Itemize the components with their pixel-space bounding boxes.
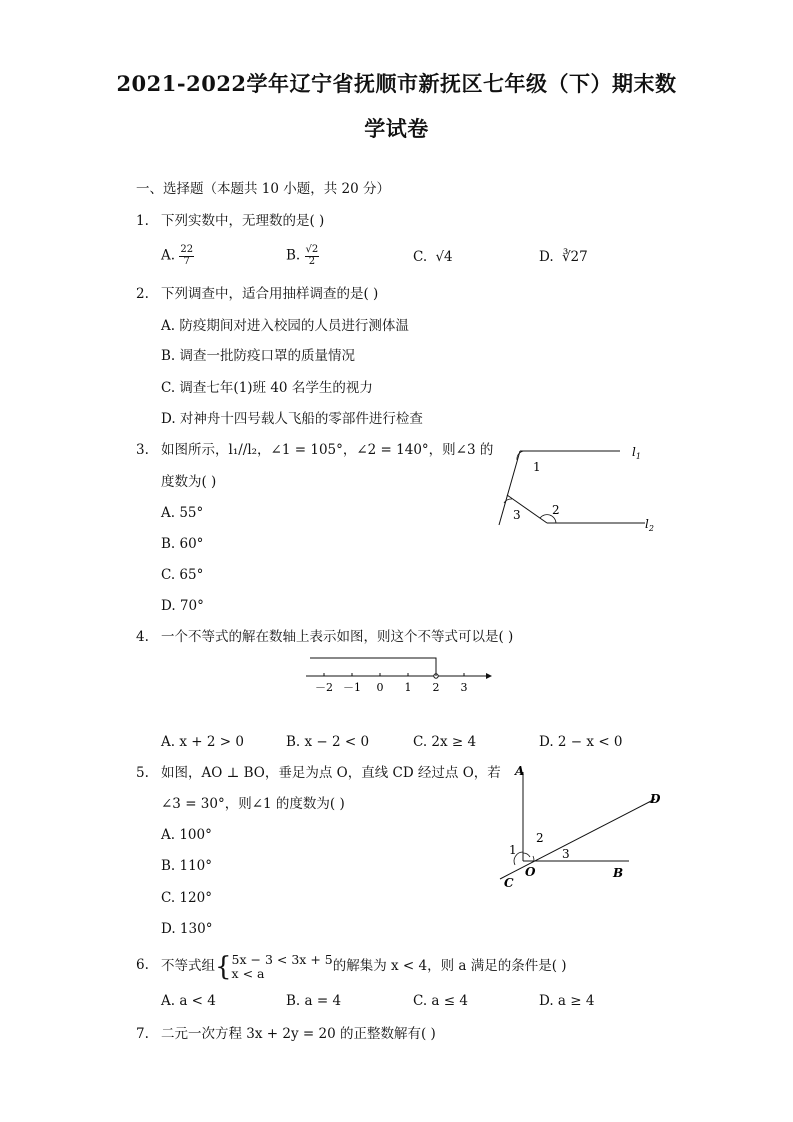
- q3-number: 3.: [136, 442, 149, 458]
- section-heading: 一、选择题（本题共 10 小题，共 20 分）: [136, 181, 391, 197]
- q3-angle1-label: 1: [533, 460, 541, 474]
- q5-angle2-label: 2: [536, 831, 544, 845]
- q5-label-C: C: [504, 876, 514, 890]
- q1-a-fraction: $\frac{22}{7}$: [180, 244, 194, 267]
- q2-option-d[interactable]: D. 对神舟十四号载人飞船的零部件进行检查: [161, 411, 423, 427]
- q6-number: 6.: [136, 957, 149, 973]
- q4-tick-label: 0: [376, 681, 384, 694]
- q3-option-c[interactable]: C. 65°: [161, 567, 204, 583]
- q6-option-d[interactable]: D. a ≥ 4: [539, 993, 595, 1009]
- q5-option-c[interactable]: C. 120°: [161, 890, 212, 906]
- q3-option-d[interactable]: D. 70°: [161, 598, 204, 614]
- q3-stem-line1: 如图所示，l₁//l₂，∠1 = 105°，∠2 = 140°，则∠3 的: [161, 442, 494, 458]
- q5-label-D: D: [650, 792, 661, 806]
- q4-option-a[interactable]: A. x + 2 > 0: [161, 734, 244, 750]
- q5-angle1-label: 1: [509, 843, 517, 857]
- q5-angle3-label: 3: [562, 847, 570, 861]
- q4-number: 4.: [136, 629, 149, 645]
- q4-tick-label: －1: [343, 681, 361, 694]
- q5-label-A: A: [515, 764, 525, 778]
- q5-option-a[interactable]: A. 100°: [161, 827, 212, 843]
- q5-angle-figure: [495, 762, 675, 892]
- q6-option-a[interactable]: A. a < 4: [161, 993, 216, 1009]
- q3-option-a[interactable]: A. 55°: [161, 505, 204, 521]
- q2-option-b[interactable]: B. 调查一批防疫口罩的质量情况: [161, 348, 356, 364]
- q3-l2-label: $l_2$: [645, 517, 654, 533]
- page-title-line1: 2021-2022学年辽宁省抚顺市新抚区七年级（下）期末数: [116, 71, 677, 96]
- q6-stem: 不等式组{ 5x − 3 < 3x + 5 x < a 的解集为 x < 4，则 a 满足的条件是( ): [161, 951, 567, 982]
- q1-option-b[interactable]: B. $\frac{√2}{2}$: [286, 244, 319, 267]
- q7-number: 7.: [136, 1026, 149, 1042]
- q4-option-c[interactable]: C. 2x ≥ 4: [413, 734, 477, 750]
- q5-label-B: B: [613, 866, 624, 880]
- q6-option-b[interactable]: B. a = 4: [286, 993, 342, 1009]
- q2-option-a[interactable]: A. 防疫期间对进入校园的人员进行测体温: [161, 318, 409, 334]
- q5-label-O: O: [525, 865, 536, 879]
- q7-stem: 二元一次方程 3x + 2y = 20 的正整数解有( ): [161, 1026, 436, 1042]
- q1-option-d[interactable]: D. ∛27: [539, 249, 588, 265]
- q6-brace: {: [215, 951, 232, 982]
- q3-parallel-lines-figure: [490, 440, 670, 540]
- q1-number: 1.: [136, 213, 149, 229]
- q5-angle2-arc: [523, 853, 530, 857]
- q4-option-b[interactable]: B. x − 2 < 0: [286, 734, 370, 750]
- q2-option-c[interactable]: C. 调查七年(1)班 40 名学生的视力: [161, 380, 373, 396]
- page-title-line2: 学试卷: [364, 116, 429, 141]
- q4-stem: 一个不等式的解在数轴上表示如图，则这个不等式可以是( ): [161, 629, 514, 645]
- q4-axis-arrow: [486, 673, 492, 679]
- q6-option-c[interactable]: C. a ≤ 4: [413, 993, 468, 1009]
- q4-option-d[interactable]: D. 2 − x < 0: [539, 734, 623, 750]
- q1-b-fraction: $\frac{√2}{2}$: [305, 244, 319, 267]
- q4-solution-ray: [310, 658, 436, 676]
- q3-option-b[interactable]: B. 60°: [161, 536, 204, 552]
- q5-stem-line1: 如图，AO ⊥ BO，垂足为点 O，直线 CD 经过点 O，若: [161, 765, 501, 781]
- q4-tick-label: 1: [404, 681, 412, 694]
- q4-tick-label: 3: [460, 681, 468, 694]
- q3-stem-line2: 度数为( ): [161, 474, 217, 490]
- q4-number-line-figure: [300, 650, 500, 700]
- q5-number: 5.: [136, 765, 149, 781]
- q3-angle2-label: 2: [552, 503, 560, 517]
- q6-system: 5x − 3 < 3x + 5 x < a: [231, 951, 333, 981]
- q1-option-c[interactable]: C. √4: [413, 249, 453, 265]
- q4-tick-label: 2: [432, 681, 440, 694]
- q3-l1-label: $l_1$: [632, 445, 641, 461]
- q4-tick-label: －2: [315, 681, 333, 694]
- q1-option-a[interactable]: A. $\frac{22}{7}$: [161, 244, 194, 267]
- q3-angle3-label: 3: [513, 508, 521, 522]
- q5-option-b[interactable]: B. 110°: [161, 858, 213, 874]
- q2-stem: 下列调查中，适合用抽样调查的是( ): [161, 286, 379, 302]
- q5-option-d[interactable]: D. 130°: [161, 921, 213, 937]
- q2-number: 2.: [136, 286, 149, 302]
- q5-stem-line2: ∠3 = 30°，则∠1 的度数为( ): [161, 796, 345, 812]
- q5-angle3-arc: [533, 856, 534, 861]
- q1-stem: 下列实数中，无理数的是( ): [161, 213, 325, 229]
